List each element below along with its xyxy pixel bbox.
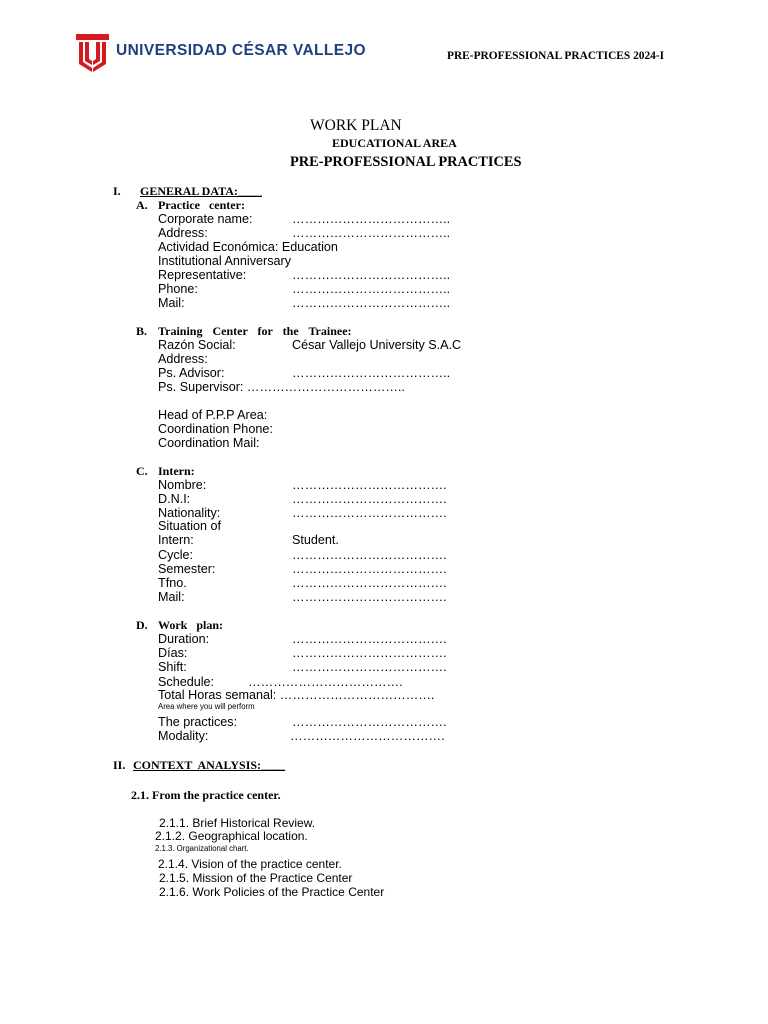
field-label: Ps. Advisor: <box>158 366 225 380</box>
field-label: Mail: <box>158 590 185 604</box>
field-label: Nombre: <box>158 478 207 492</box>
list-item: 2.1.3. Organizational chart. <box>155 844 249 853</box>
field-value: ……………………………….. <box>292 296 451 310</box>
subsection-a-label: A. <box>136 198 148 212</box>
field-label: Head of P.P.P Area: <box>158 408 268 422</box>
field-label: Corporate name: <box>158 212 253 226</box>
field-label: Días: <box>158 646 188 660</box>
field-value: ………………………………. <box>292 646 447 660</box>
field-label: Area where you will perform <box>158 702 255 711</box>
field-value: ……………………………….. <box>292 226 451 240</box>
field-label: Shift: <box>158 660 187 674</box>
section-2-heading: CONTEXT ANALYSIS:____ <box>133 758 286 772</box>
field-label: Situation of <box>158 519 222 533</box>
field-value: ………………………………. <box>292 492 447 506</box>
field-label: Intern: <box>158 533 194 547</box>
university-logo <box>76 34 109 72</box>
field-value: ………………………………. <box>248 675 403 689</box>
field-label: Duration: <box>158 632 210 646</box>
field-label: Ps. Supervisor: ……………………………….. <box>158 380 406 394</box>
field-value: César Vallejo University S.A.C <box>292 338 462 352</box>
field-value: ……………………………….. <box>292 282 451 296</box>
title-practices: PRE-PROFESSIONAL PRACTICES <box>290 154 522 170</box>
field-label: Total Horas semanal: ………………………………. <box>158 688 435 702</box>
subsection-b-label: B. <box>136 324 148 338</box>
field-label: The practices: <box>158 715 238 729</box>
section-1-number: I. <box>113 184 121 198</box>
subsection-a-title: Practice center: <box>158 198 245 212</box>
field-label: Representative: <box>158 268 247 282</box>
subsection-d-title: Work plan: <box>158 618 224 632</box>
list-item: 2.1.1. Brief Historical Review. <box>159 816 316 830</box>
field-value: ………………………………. <box>292 562 447 576</box>
list-item: 2.1.4. Vision of the practice center. <box>158 857 342 871</box>
subsection-b-title: Training Center for the Trainee: <box>158 324 352 338</box>
field-label: Mail: <box>158 296 185 310</box>
field-value: ………………………………. <box>292 660 447 674</box>
section-2-number: II. <box>113 758 126 772</box>
practices-header-label: PRE-PROFESSIONAL PRACTICES 2024-I <box>447 50 665 62</box>
list-item: 2.1.2. Geographical location. <box>155 829 308 843</box>
field-value: ………………………………. <box>292 715 447 729</box>
list-item: 2.1.6. Work Policies of the Practice Center <box>159 885 385 899</box>
field-value: ……………………………….. <box>292 212 451 226</box>
field-label: Razón Social: <box>158 338 236 352</box>
field-label: Address: <box>158 226 208 240</box>
field-value: ………………………………. <box>292 632 447 646</box>
field-label: Institutional Anniversary <box>158 254 292 268</box>
field-label: Modality: <box>158 729 209 743</box>
title-area: EDUCATIONAL AREA <box>332 136 457 150</box>
section-1-heading: GENERAL DATA:____ <box>140 184 262 198</box>
field-value: Student. <box>292 533 339 547</box>
field-label: Schedule: <box>158 675 215 689</box>
subsection-2-1: 2.1. From the practice center. <box>131 788 281 802</box>
field-label: Coordination Phone: <box>158 422 273 436</box>
field-label: Phone: <box>158 282 198 296</box>
field-label: Coordination Mail: <box>158 436 260 450</box>
list-item: 2.1.5. Mission of the Practice Center <box>159 871 353 885</box>
title-work-plan: WORK PLAN <box>310 117 402 134</box>
subsection-c-title: Intern: <box>158 464 195 478</box>
field-label: Actividad Económica: Education <box>158 240 338 254</box>
field-value: ………………………………. <box>292 590 447 604</box>
university-name: UNIVERSIDAD CÉSAR VALLEJO <box>116 42 366 59</box>
field-value: ……………………………….. <box>292 366 451 380</box>
field-label: Cycle: <box>158 548 193 562</box>
field-value: ………………………………. <box>292 576 447 590</box>
field-label: Nationality: <box>158 506 221 520</box>
field-value: ………………………………. <box>292 478 447 492</box>
field-label: Address: <box>158 352 208 366</box>
field-value: ………………………………. <box>292 506 447 520</box>
field-value: ……………………………….. <box>292 268 451 282</box>
subsection-c-label: C. <box>136 464 148 478</box>
field-label: D.N.I: <box>158 492 191 506</box>
subsection-d-label: D. <box>136 618 148 632</box>
field-label: Tfno. <box>158 576 187 590</box>
field-value: ………………………………. <box>290 729 445 743</box>
field-value: ………………………………. <box>292 548 447 562</box>
field-label: Semester: <box>158 562 216 576</box>
